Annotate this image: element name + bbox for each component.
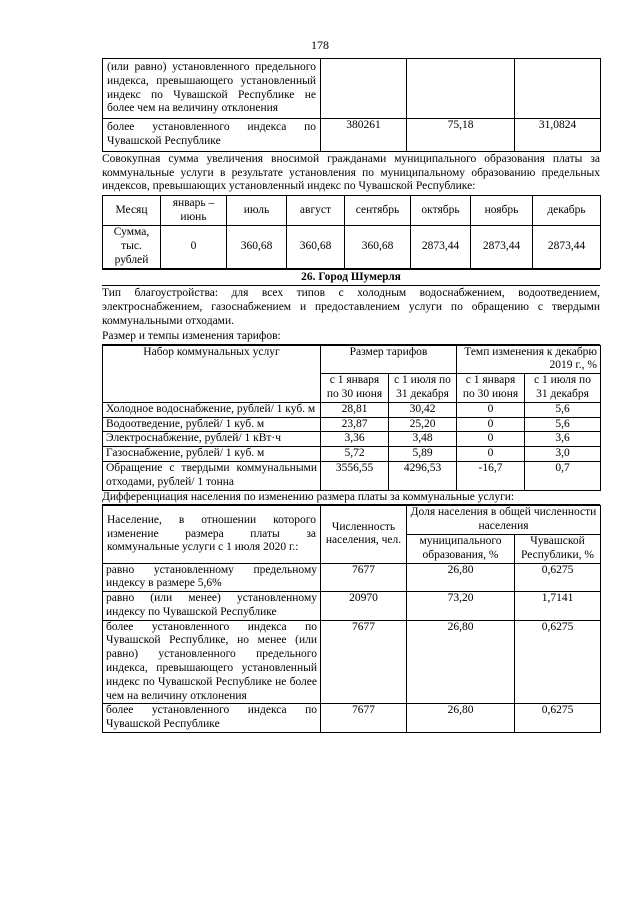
- share-republic: 0,6275: [515, 620, 601, 704]
- table-row: [103, 592, 601, 621]
- service-name: Электроснабжение, рублей/ 1 кВт·ч: [103, 432, 321, 447]
- table-row: [103, 417, 601, 432]
- row-text: равно (или менее) установленному индексу по Чувашской Республике: [103, 592, 321, 621]
- header-jul: июль: [227, 196, 287, 226]
- share-municipality: 26,80: [407, 620, 515, 704]
- population-table-continued: [102, 58, 601, 152]
- header-share-municipality: муниципального образования, %: [407, 534, 515, 563]
- share-republic: 31,0824: [515, 119, 601, 152]
- value-jan-jun: 0: [161, 226, 227, 268]
- table-row: [103, 59, 601, 119]
- header-population: Население, в отношении которого изменение размера платы за коммунальные услуги с 1 июля 2020 г.:: [103, 506, 321, 563]
- table-header-row: [103, 506, 601, 535]
- service-name: Водоотведение, рублей/ 1 куб. м: [103, 417, 321, 432]
- row-text: (или равно) установленного предельного индекса, превышающего установленный индекс по Чувашской Республике не более чем на величину отклонения: [103, 59, 321, 119]
- table-row: [103, 704, 601, 733]
- tariff-value: 23,87: [321, 417, 389, 432]
- header-aug: август: [287, 196, 345, 226]
- row-label-sum: Сумма, тыс. рублей: [103, 226, 161, 268]
- rate-value: -16,7: [457, 461, 525, 490]
- value-dec: 2873,44: [533, 226, 601, 268]
- population-count: 20970: [321, 592, 407, 621]
- tariff-value: 28,81: [321, 402, 389, 417]
- rate-value: 3,6: [525, 432, 601, 447]
- population-count: 7677: [321, 704, 407, 733]
- tariff-value: 5,72: [321, 447, 389, 462]
- tariff-value: 30,42: [389, 402, 457, 417]
- table-row: [103, 461, 601, 490]
- header-count: Численность населения, чел.: [321, 506, 407, 563]
- value-nov: 2873,44: [471, 226, 533, 268]
- header-period-1: с 1 января по 30 июня: [321, 374, 389, 403]
- value-sep: 360,68: [345, 226, 411, 268]
- row-text: более установленного индекса по Чувашской Республике: [103, 704, 321, 733]
- share-municipality: 26,80: [407, 563, 515, 592]
- header-sep: сентябрь: [345, 196, 411, 226]
- population-table: [102, 505, 601, 733]
- table-row: [103, 620, 601, 704]
- page-content: [102, 58, 600, 733]
- share-republic: 0,6275: [515, 704, 601, 733]
- service-name: Холодное водоснабжение, рублей/ 1 куб. м: [103, 402, 321, 417]
- header-period-4: с 1 июля по 31 декабря: [525, 374, 601, 403]
- value-oct: 2873,44: [411, 226, 471, 268]
- tariffs-table: [102, 345, 601, 491]
- population-count: 7677: [321, 620, 407, 704]
- rate-value: 0: [457, 432, 525, 447]
- header-month: Месяц: [103, 196, 161, 226]
- share-municipality: 75,18: [407, 119, 515, 152]
- share-republic: 1,7141: [515, 592, 601, 621]
- service-name: Обращение с твердыми коммунальными отходами, рублей/ 1 тонна: [103, 461, 321, 490]
- header-share: Доля населения в общей численности населения: [407, 506, 601, 535]
- header-period-2: с 1 июля по 31 декабря: [389, 374, 457, 403]
- tariff-value: 3556,55: [321, 461, 389, 490]
- header-period-3: с 1 января по 30 июня: [457, 374, 525, 403]
- row-text: более установленного индекса по Чувашской Республике: [103, 119, 321, 152]
- rate-value: 0: [457, 447, 525, 462]
- value-aug: 360,68: [287, 226, 345, 268]
- population-count: 380261: [321, 119, 407, 152]
- header-oct: октябрь: [411, 196, 471, 226]
- share-municipality: 73,20: [407, 592, 515, 621]
- rate-value: 5,6: [525, 417, 601, 432]
- paragraph-differentiation: Дифференциация населения по изменению размера платы за коммунальные услуги:: [102, 491, 600, 506]
- page-number: 178: [311, 38, 329, 52]
- table-row: [103, 447, 601, 462]
- rate-value: 0: [457, 402, 525, 417]
- paragraph-total-increase: Совокупная сумма увеличения вносимой гражданами муниципального образования платы за коммунальные услуги в результате установления по муниципальному образованию предельных индексов, превышающих установленный индекс по Чувашской Республике:: [102, 152, 600, 193]
- header-nov: ноябрь: [471, 196, 533, 226]
- table-row: [103, 432, 601, 447]
- rate-value: 0: [457, 417, 525, 432]
- rate-value: 3,0: [525, 447, 601, 462]
- share-municipality: 26,80: [407, 704, 515, 733]
- table-row: [103, 563, 601, 592]
- table-row: [103, 402, 601, 417]
- monthly-sum-table: [102, 195, 601, 268]
- rate-value: 5,6: [525, 402, 601, 417]
- share-republic: 0,6275: [515, 563, 601, 592]
- tariff-value: 4296,53: [389, 461, 457, 490]
- tariff-value: 3,36: [321, 432, 389, 447]
- tariff-value: 25,20: [389, 417, 457, 432]
- table-row: [103, 226, 601, 268]
- tariff-value: 3,48: [389, 432, 457, 447]
- header-change-rate: Темп изменения к декабрю 2019 г., %: [457, 345, 601, 374]
- rate-value: 0,7: [525, 461, 601, 490]
- row-text: равно установленному предельному индексу в размере 5,6%: [103, 563, 321, 592]
- table-header-row: [103, 345, 601, 374]
- header-services: Набор коммунальных услуг: [103, 345, 321, 402]
- value-jul: 360,68: [227, 226, 287, 268]
- table-row: [103, 119, 601, 152]
- header-share-republic: Чувашской Республики, %: [515, 534, 601, 563]
- table-header-row: [103, 196, 601, 226]
- paragraph-tariff-intro: Размер и темпы изменения тарифов:: [102, 330, 600, 345]
- service-name: Газоснабжение, рублей/ 1 куб. м: [103, 447, 321, 462]
- tariff-value: 5,89: [389, 447, 457, 462]
- header-tariff-size: Размер тарифов: [321, 345, 457, 374]
- row-text: более установленного индекса по Чувашской Республике, но менее (или равно) установленного предельного индекса, превышающего установленный индекс по Чувашской Республике не более чем на величину отклонения: [103, 620, 321, 704]
- population-count: 7677: [321, 563, 407, 592]
- header-jan-jun: январь – июнь: [161, 196, 227, 226]
- section-title: 26. Город Шумерля: [102, 269, 600, 287]
- header-dec: декабрь: [533, 196, 601, 226]
- paragraph-improvement-type: Тип благоустройства: для всех типов с холодным водоснабжением, водоотведением, электроснабжением, газоснабжением и предоставлением услуги по обращению с твердыми коммунальными отходами.: [102, 287, 600, 327]
